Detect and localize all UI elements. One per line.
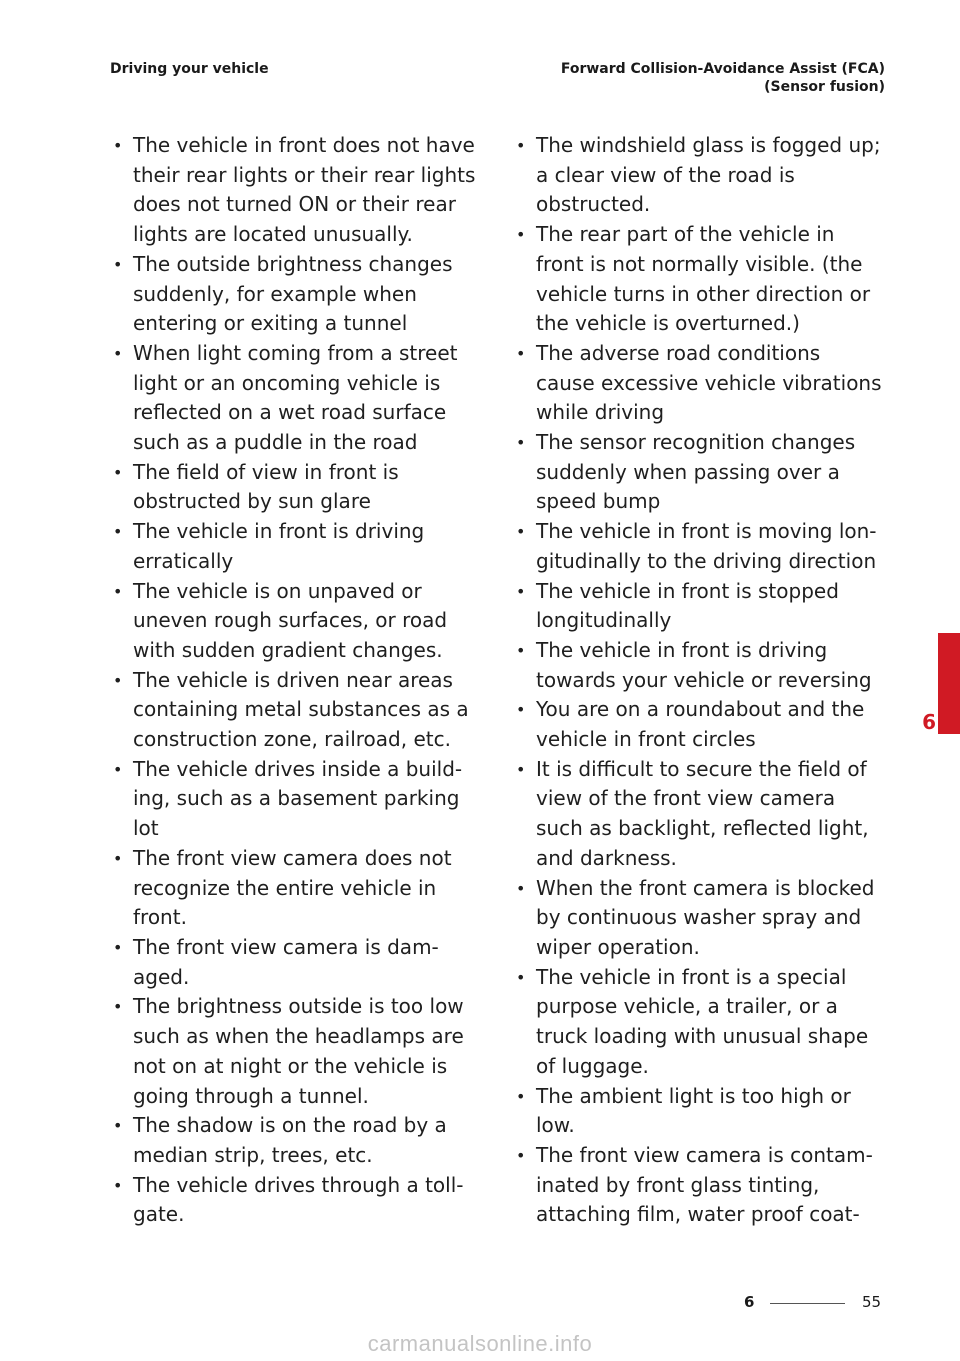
bullet-glyph: • bbox=[516, 343, 526, 363]
bullet-glyph: • bbox=[113, 937, 123, 957]
running-header-title-line1: Forward Collision-Avoidance Assist (FCA) bbox=[560, 61, 885, 77]
running-header-title-line2: (Sensor fusion) bbox=[764, 79, 885, 95]
bullet-glyph: • bbox=[516, 759, 526, 779]
list-item-line: lot bbox=[133, 816, 159, 841]
list-item-line: such as backlight, reflected light, bbox=[536, 816, 869, 841]
bullet-glyph: • bbox=[113, 759, 123, 779]
list-item-line: obstructed. bbox=[536, 192, 651, 217]
list-item-line: longitudinally bbox=[536, 608, 672, 633]
bullet-glyph: • bbox=[516, 433, 526, 453]
list-item bbox=[110, 933, 480, 992]
list-item-line: lights are located unusually. bbox=[133, 222, 413, 247]
list-item-line: going through a tunnel. bbox=[133, 1083, 369, 1108]
running-header-section: Driving your vehicle bbox=[110, 61, 269, 77]
bullet-glyph: • bbox=[516, 225, 526, 245]
list-item bbox=[110, 844, 480, 933]
bullet-glyph: • bbox=[516, 700, 526, 720]
list-item bbox=[110, 250, 480, 339]
list-item bbox=[513, 131, 888, 220]
list-item-line: The vehicle in front is driving bbox=[133, 519, 425, 544]
list-item-line: vehicle turns in other direction or bbox=[536, 281, 871, 306]
list-item-line: containing metal substances as a bbox=[133, 697, 469, 722]
list-item-line: The vehicle drives inside a build- bbox=[133, 756, 463, 781]
list-item-line: while driving bbox=[536, 400, 665, 425]
list-item-line: recognize the entire vehicle in bbox=[133, 875, 437, 900]
list-item bbox=[513, 220, 888, 339]
list-item bbox=[110, 1111, 480, 1170]
list-item-line: with sudden gradient changes. bbox=[133, 637, 443, 662]
list-item-line: does not turned ON or their rear bbox=[133, 192, 456, 217]
bullet-glyph: • bbox=[516, 1145, 526, 1165]
footer-divider bbox=[770, 1303, 845, 1304]
bullet-glyph: • bbox=[516, 522, 526, 542]
bullet-glyph: • bbox=[113, 522, 123, 542]
list-item-line: light or an oncoming vehicle is bbox=[133, 370, 441, 395]
list-item-line: The vehicle drives through a toll- bbox=[133, 1172, 464, 1197]
list-item-line: their rear lights or their rear lights bbox=[133, 162, 476, 187]
list-item-line: not on at night or the vehicle is bbox=[133, 1053, 448, 1078]
list-item-line: inated by front glass tinting, bbox=[536, 1172, 820, 1197]
list-item-line: purpose vehicle, a trailer, or a bbox=[536, 994, 838, 1019]
list-item-line: The front view camera does not bbox=[133, 845, 452, 870]
list-item-line: It is difficult to secure the field of bbox=[536, 756, 867, 781]
list-item-line: The windshield glass is fogged up; bbox=[536, 133, 881, 157]
list-item bbox=[110, 755, 480, 844]
bullet-glyph: • bbox=[113, 1175, 123, 1195]
list-item bbox=[513, 963, 888, 1082]
list-item-line: The adverse road conditions bbox=[536, 340, 821, 365]
footer-chapter-number: 6 bbox=[744, 1293, 755, 1311]
list-item-line: The vehicle in front is stopped bbox=[536, 578, 839, 603]
list-item-line: The vehicle in front is driving bbox=[536, 637, 828, 662]
list-item-line: wiper operation. bbox=[536, 934, 700, 959]
list-item-line: When the front camera is blocked bbox=[536, 875, 875, 900]
running-header-title bbox=[561, 60, 885, 96]
list-item-line: cause excessive vehicle vibrations bbox=[536, 370, 882, 395]
bullet-glyph: • bbox=[113, 462, 123, 482]
list-item-line: aged. bbox=[133, 964, 190, 989]
list-item-line: The vehicle in front does not have bbox=[133, 133, 475, 157]
list-item-line: such as when the headlamps are bbox=[133, 1024, 464, 1049]
list-item-line: The sensor recognition changes bbox=[536, 430, 856, 455]
list-item-line: speed bump bbox=[536, 489, 661, 514]
list-item bbox=[110, 577, 480, 666]
right-bullet-list bbox=[513, 131, 888, 1230]
list-item-line: view of the front view camera bbox=[536, 786, 836, 811]
list-item-line: erratically bbox=[133, 548, 234, 573]
list-item bbox=[513, 755, 888, 874]
list-item bbox=[110, 131, 480, 250]
bullet-glyph: • bbox=[516, 878, 526, 898]
list-item-line: a clear view of the road is bbox=[536, 162, 795, 187]
list-item-line: The vehicle in front is a special bbox=[536, 964, 847, 989]
bullet-glyph: • bbox=[113, 997, 123, 1017]
bullet-glyph: • bbox=[113, 136, 123, 155]
list-item-line: construction zone, railroad, etc. bbox=[133, 727, 451, 752]
list-item bbox=[513, 577, 888, 636]
bullet-glyph: • bbox=[516, 136, 526, 155]
list-item bbox=[513, 339, 888, 428]
list-item bbox=[110, 339, 480, 458]
list-item-line: The brightness outside is too low bbox=[133, 994, 464, 1019]
list-item-line: The ambient light is too high or bbox=[536, 1083, 851, 1108]
chapter-tab-number: 6 bbox=[922, 710, 936, 734]
list-item-line: The outside brightness changes bbox=[133, 251, 453, 276]
list-item-line: by continuous washer spray and bbox=[536, 905, 862, 930]
list-item bbox=[513, 1141, 888, 1230]
list-item-line: The vehicle is on unpaved or bbox=[133, 578, 422, 603]
list-item-line: The front view camera is dam- bbox=[133, 934, 439, 959]
list-item-line: low. bbox=[536, 1113, 575, 1138]
list-item bbox=[110, 666, 480, 755]
list-item-line: entering or exiting a tunnel bbox=[133, 311, 408, 336]
list-item bbox=[513, 636, 888, 695]
list-item-line: ing, such as a basement parking bbox=[133, 786, 460, 811]
chapter-tab-marker bbox=[938, 633, 960, 734]
list-item-line: and darkness. bbox=[536, 845, 677, 870]
list-item-line: The vehicle in front is moving lon- bbox=[536, 519, 877, 544]
list-item-line: The front view camera is contam- bbox=[536, 1142, 873, 1167]
list-item-line: The field of view in front is bbox=[133, 459, 399, 484]
list-item-line: suddenly when passing over a bbox=[536, 459, 840, 484]
list-item-line: such as a puddle in the road bbox=[133, 430, 418, 455]
list-item-line: gate. bbox=[133, 1202, 185, 1227]
list-item-line: vehicle in front circles bbox=[536, 727, 756, 752]
list-item-line: front. bbox=[133, 905, 187, 930]
list-item-line: truck loading with unusual shape bbox=[536, 1024, 869, 1049]
list-item bbox=[110, 517, 480, 576]
bullet-glyph: • bbox=[516, 967, 526, 987]
list-item-line: obstructed by sun glare bbox=[133, 489, 371, 514]
list-item-line: attaching film, water proof coat- bbox=[536, 1202, 860, 1227]
list-item bbox=[513, 428, 888, 517]
list-item bbox=[513, 874, 888, 963]
list-item bbox=[110, 458, 480, 517]
bullet-glyph: • bbox=[516, 640, 526, 660]
list-item bbox=[110, 1171, 480, 1230]
list-item-line: towards your vehicle or reversing bbox=[536, 667, 872, 692]
list-item-line: suddenly, for example when bbox=[133, 281, 417, 306]
left-bullet-list bbox=[110, 131, 480, 1230]
bullet-glyph: • bbox=[113, 670, 123, 690]
list-item-line: median strip, trees, etc. bbox=[133, 1142, 373, 1167]
watermark-text: carmanualsonline.info bbox=[367, 1331, 593, 1356]
list-item bbox=[110, 992, 480, 1111]
list-item bbox=[513, 695, 888, 754]
list-item bbox=[513, 1082, 888, 1141]
bullet-glyph: • bbox=[516, 581, 526, 601]
list-item-line: uneven rough surfaces, or road bbox=[133, 608, 448, 633]
list-item-line: of luggage. bbox=[536, 1053, 649, 1078]
list-item-line: When light coming from a street bbox=[133, 340, 458, 365]
list-item-line: the vehicle is overturned.) bbox=[536, 311, 800, 336]
list-item-line: The rear part of the vehicle in bbox=[536, 222, 835, 247]
footer-page-number: 55 bbox=[862, 1293, 882, 1311]
bullet-glyph: • bbox=[113, 1116, 123, 1136]
bullet-glyph: • bbox=[113, 343, 123, 363]
list-item-line: You are on a roundabout and the bbox=[536, 697, 865, 722]
list-item-line: The vehicle is driven near areas bbox=[133, 667, 453, 692]
list-item-line: gitudinally to the driving direction bbox=[536, 548, 877, 573]
list-item-line: The shadow is on the road by a bbox=[133, 1113, 447, 1138]
bullet-glyph: • bbox=[113, 254, 123, 274]
list-item bbox=[513, 517, 888, 576]
list-item-line: front is not normally visible. (the bbox=[536, 251, 863, 276]
bullet-glyph: • bbox=[113, 848, 123, 868]
bullet-glyph: • bbox=[516, 1086, 526, 1106]
bullet-glyph: • bbox=[113, 581, 123, 601]
list-item-line: reflected on a wet road surface bbox=[133, 400, 447, 425]
